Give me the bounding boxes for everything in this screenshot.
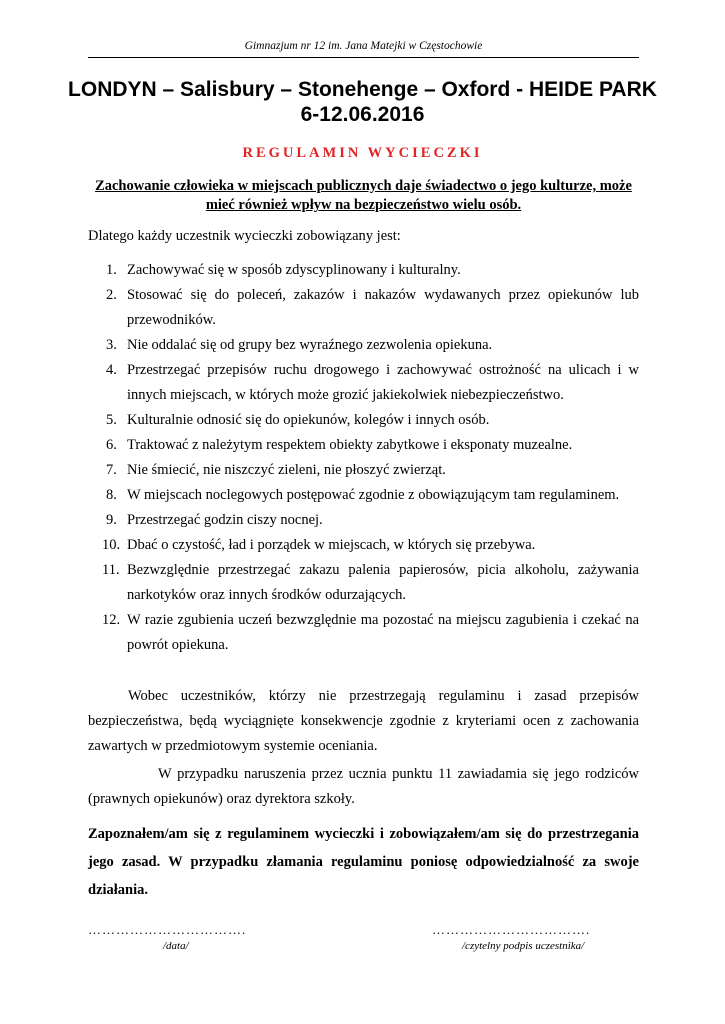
rule-text: Nie śmiecić, nie niszczyć zieleni, nie płoszyć zwierząt. xyxy=(127,462,446,478)
rule-number: 1. xyxy=(106,262,117,278)
rule-text: Przestrzegać przepisów ruchu drogowego i zachowywać ostrożność na ulicach i w innych miejscach, w których może grozić jakiekolwiek niebezpieczeństwo. xyxy=(127,362,639,403)
rule-number: 3. xyxy=(106,337,117,353)
rule-item xyxy=(88,608,639,658)
rule-item xyxy=(88,258,639,283)
rule-text: W razie zgubienia uczeń bezwzględnie ma pozostać na miejscu zagubienia i czekać na powrót opiekuna. xyxy=(127,612,639,653)
rule-item xyxy=(88,508,639,533)
intro-statement: Zachowanie człowieka w miejscach publicznych daje świadectwo o jego kulturze, może mieć również wpływ na bezpieczeństwo wielu osób. xyxy=(95,178,632,213)
rule-item xyxy=(88,358,639,408)
rule-text: W miejscach noclegowych postępować zgodnie z obowiązującym tam regulaminem. xyxy=(127,487,620,503)
signature-caption: /czytelny podpis uczestnika/ xyxy=(462,940,585,952)
section-title: REGULAMIN WYCIECZKI xyxy=(242,145,483,161)
rule-number: 11. xyxy=(102,562,120,578)
participant-signature-line: ……………………………. xyxy=(432,922,591,937)
rule-item xyxy=(88,483,639,508)
acknowledgement-statement: Zapoznałem/am się z regulaminem wycieczki i zobowiązałem/am się do przestrzegania jego zasad. W przypadku złamania regulaminu poniosę odpowiedzialność za swoje działania. xyxy=(88,826,639,898)
rule-number: 4. xyxy=(106,362,117,378)
trip-title-dates: 6-12.06.2016 xyxy=(300,103,425,126)
rule-item xyxy=(88,283,639,333)
date-caption: /data/ xyxy=(163,940,189,952)
rule-item xyxy=(88,433,639,458)
rule-text: Przestrzegać godzin ciszy nocnej. xyxy=(127,512,323,528)
rule-text: Bezwzględnie przestrzegać zakazu palenia papierosów, picia alkoholu, zażywania narkotyków oraz innych środków odurzających. xyxy=(127,562,639,603)
rule-number: 7. xyxy=(106,462,117,478)
rule-text: Dbać o czystość, ład i porządek w miejscach, w których się przebywa. xyxy=(127,537,536,553)
rule-text: Zachowywać się w sposób zdyscyplinowany i kulturalny. xyxy=(127,262,461,278)
rule-item xyxy=(88,333,639,358)
rules-list xyxy=(88,258,639,658)
trip-title-route: LONDYN – Salisbury – Stonehenge – Oxford - HEIDE PARK xyxy=(68,78,657,101)
rule-item xyxy=(88,408,639,433)
rule-number: 6. xyxy=(106,437,117,453)
lead-sentence: Dlatego każdy uczestnik wycieczki zobowiązany jest: xyxy=(88,228,401,244)
rule-item xyxy=(88,533,639,558)
rule-number: 10. xyxy=(102,537,121,553)
school-header: Gimnazjum nr 12 im. Jana Matejki w Częstochowie xyxy=(88,40,639,58)
consequences-paragraph: Wobec uczestników, którzy nie przestrzegają regulaminu i zasad przepisów bezpieczeństwa, będą wyciągnięte konsekwencje zgodnie z kryteriami ocen z zachowania zawartych w przedmiotowym systemie oceniania. xyxy=(88,688,639,754)
rule-number: 12. xyxy=(102,612,121,628)
rule-text: Stosować się do poleceń, zakazów i nakazów wydawanych przez opiekunów lub przewodników. xyxy=(127,287,639,328)
notification-paragraph: W przypadku naruszenia przez ucznia punktu 11 zawiadamia się jego rodziców (prawnych opiekunów) oraz dyrektora szkoły. xyxy=(88,766,639,807)
rule-item xyxy=(88,558,639,608)
rule-number: 8. xyxy=(106,487,117,503)
rule-number: 2. xyxy=(106,287,117,303)
rule-item xyxy=(88,458,639,483)
rule-number: 5. xyxy=(106,412,117,428)
rule-text: Nie oddalać się od grupy bez wyraźnego zezwolenia opiekuna. xyxy=(127,337,493,353)
rule-number: 9. xyxy=(106,512,117,528)
date-signature-line: ……………………………. xyxy=(88,922,247,937)
rule-text: Traktować z należytym respektem obiekty zabytkowe i eksponaty muzealne. xyxy=(127,437,573,453)
trip-title xyxy=(60,77,665,127)
rule-text: Kulturalnie odnosić się do opiekunów, kolegów i innych osób. xyxy=(127,412,490,428)
